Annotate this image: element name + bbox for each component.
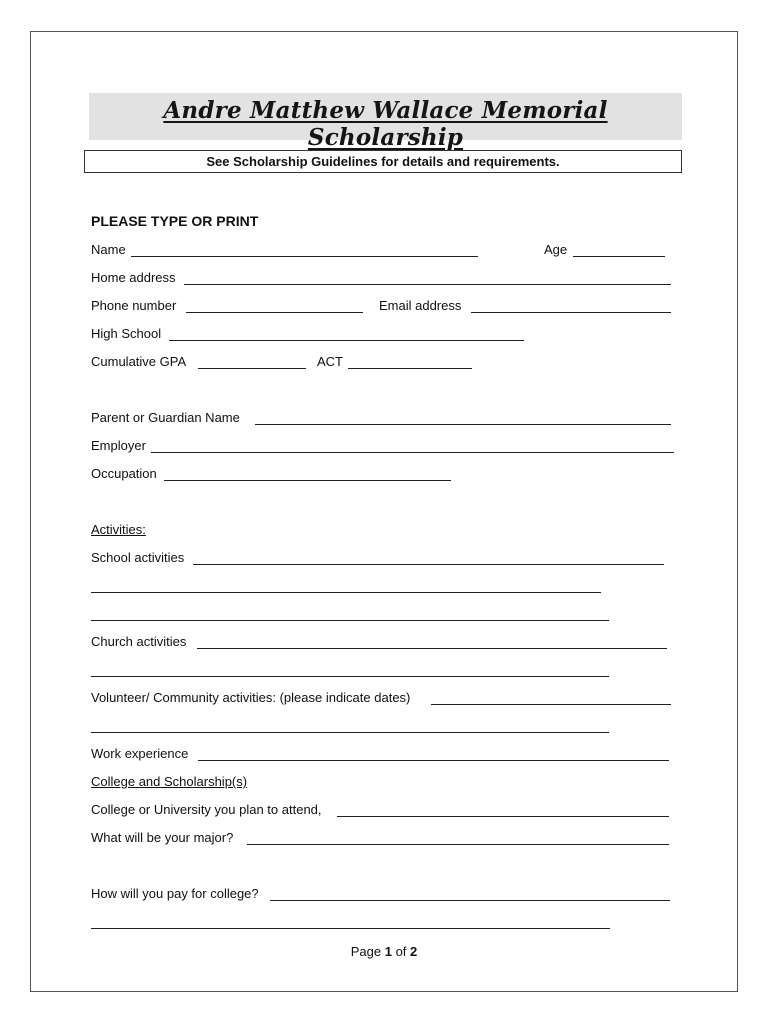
college-plan-row (91, 802, 737, 820)
parent-name-input[interactable] (255, 424, 671, 425)
page-of: of (395, 944, 407, 959)
guidelines-note: See Scholarship Guidelines for details and requirements. (84, 150, 682, 173)
instruction-heading: PLEASE TYPE OR PRINT (91, 213, 259, 229)
act-input[interactable] (348, 368, 472, 369)
volunteer-input[interactable] (431, 704, 671, 705)
parent-name-row (91, 410, 737, 428)
volunteer-label: Volunteer/ Community activities: (please indicate dates) (91, 690, 411, 705)
page-footer (31, 944, 737, 959)
act-label: ACT (317, 354, 343, 369)
major-input[interactable] (247, 844, 669, 845)
church-activities-input[interactable] (197, 648, 667, 649)
title-banner (89, 93, 682, 151)
pay-college-label: How will you pay for college? (91, 886, 259, 901)
high-school-row (91, 326, 737, 344)
pay-college-row (91, 886, 737, 904)
volunteer-row (91, 690, 737, 708)
church-activities-label: Church activities (91, 634, 187, 649)
school-activities-line-2[interactable] (91, 592, 601, 593)
college-plan-label: College or University you plan to attend, (91, 802, 322, 817)
occupation-row (91, 466, 737, 484)
school-activities-line-3[interactable] (91, 620, 609, 621)
high-school-input[interactable] (169, 340, 524, 341)
occupation-label: Occupation (91, 466, 157, 481)
church-activities-row (91, 634, 737, 652)
age-label: Age (544, 242, 568, 257)
phone-email-row (91, 298, 737, 316)
email-input[interactable] (471, 312, 671, 313)
activities-heading: Activities: (91, 522, 146, 537)
pay-college-input[interactable] (270, 900, 670, 901)
work-experience-input[interactable] (198, 760, 669, 761)
form-page (30, 31, 738, 992)
employer-row (91, 438, 737, 456)
gpa-input[interactable] (198, 368, 306, 369)
email-label: Email address (379, 298, 462, 313)
school-activities-input[interactable] (193, 564, 664, 565)
church-activities-line-2[interactable] (91, 676, 609, 677)
name-input[interactable] (131, 256, 478, 257)
gpa-label: Cumulative GPA (91, 354, 187, 369)
work-experience-row (91, 746, 737, 764)
parent-name-label: Parent or Guardian Name (91, 410, 240, 425)
page-total: 2 (410, 944, 418, 959)
major-row (91, 830, 737, 848)
age-input[interactable] (573, 256, 665, 257)
college-plan-input[interactable] (337, 816, 669, 817)
occupation-input[interactable] (164, 480, 451, 481)
name-label: Name (91, 242, 126, 257)
major-label: What will be your major? (91, 830, 234, 845)
pay-college-line-2[interactable] (91, 928, 610, 929)
home-address-label: Home address (91, 270, 176, 285)
employer-label: Employer (91, 438, 146, 453)
college-heading: College and Scholarship(s) (91, 774, 248, 789)
school-activities-label: School activities (91, 550, 185, 565)
page-current: 1 (384, 944, 392, 959)
school-activities-row (91, 550, 737, 568)
high-school-label: High School (91, 326, 162, 341)
employer-input[interactable] (151, 452, 674, 453)
work-experience-label: Work experience (91, 746, 189, 761)
volunteer-line-2[interactable] (91, 732, 609, 733)
phone-input[interactable] (186, 312, 363, 313)
home-address-input[interactable] (184, 284, 671, 285)
phone-label: Phone number (91, 298, 177, 313)
name-row (91, 242, 737, 260)
home-address-row (91, 270, 737, 288)
gpa-act-row (91, 354, 737, 372)
page-prefix: Page (350, 944, 382, 959)
scholarship-title: Andre Matthew Wallace Memorial Scholarship (163, 97, 608, 151)
